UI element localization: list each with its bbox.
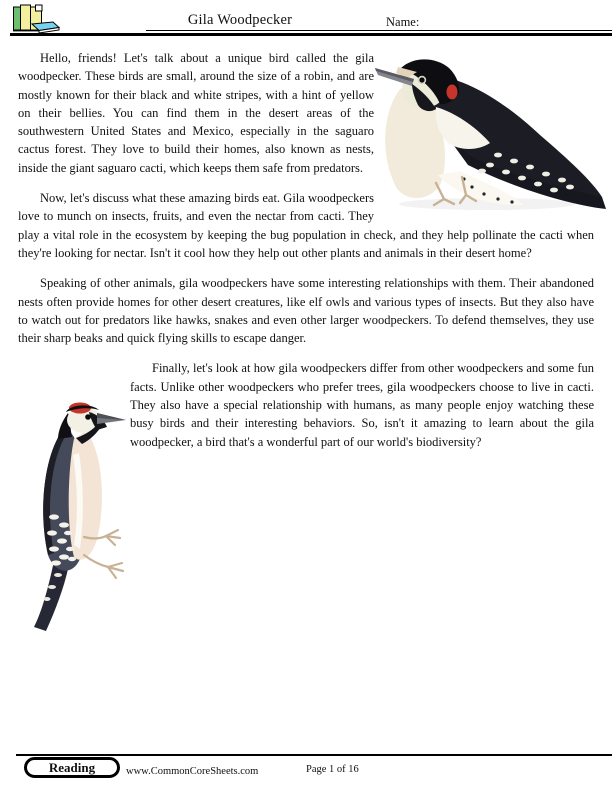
green-book <box>14 7 21 30</box>
bookmark-tab <box>36 5 43 11</box>
category-badge: Reading <box>24 757 120 778</box>
page-title: Gila Woodpecker <box>187 12 293 28</box>
paragraph-3: Speaking of other animals, gila woodpeckers have some interesting relationships with them. Their abandoned nests often provide homes for other desert creatures, like elf owls and various types of insects. But they also have to watch out for predators like hawks, snakes and even other larger woodpeckers. To defend themselves, they use their sharp beaks and quick flying skills to escape danger. <box>18 276 594 346</box>
website-url: www.CommonCoreSheets.com <box>126 766 259 777</box>
eye <box>419 77 424 82</box>
footer-divider <box>16 754 612 756</box>
paragraph-1: Hello, friends! Let's talk about a unique bird called the gila woodpecker. These birds are small, around the size of a robin, and are mostly known for their black and white stripes, with a hint of yellow on their bellies. You can find them in the desert areas of the southwestern United States and Mexico, especially in the saguaro cactus forest. They love to build their homes, also known as nests, inside the giant saguaro cacti, which keeps them safe from predators. <box>18 51 374 175</box>
woodpecker-image-bottom <box>26 399 142 633</box>
yellow-book <box>21 5 31 30</box>
name-label: Name: <box>386 14 420 29</box>
paragraph-2: Now, let's discuss what these amazing birds eat. Gila woodpeckers love to munch on insects, fruits, and even the nectar from cacti. They play a vital role in the ecosystem by keeping the bug population in check, and they help pollinate the cacti when they're looking for nectar. Isn't it cool how they help out other plants and animals in their desert home? <box>18 191 594 260</box>
eye <box>85 414 91 420</box>
header-divider <box>10 33 612 36</box>
paragraph-4: Finally, let's look at how gila woodpeckers differ from other woodpeckers and some fun facts. Unlike other woodpeckers who prefer trees, gila woodpeckers choose to live in cacti. They also have a special relationship with humans, as many people enjoy watching these busy birds and their interesting behaviors. So, isn't it amazing to learn about the gila woodpecker, a bird that's a wonderful part of our world's biodiversity? <box>130 361 594 449</box>
name-underline <box>146 30 612 31</box>
books-logo-icon <box>12 3 60 34</box>
woodpecker-image-top <box>372 47 610 215</box>
page-number: Page 1 of 16 <box>306 764 359 775</box>
red-nape-patch <box>447 85 458 100</box>
